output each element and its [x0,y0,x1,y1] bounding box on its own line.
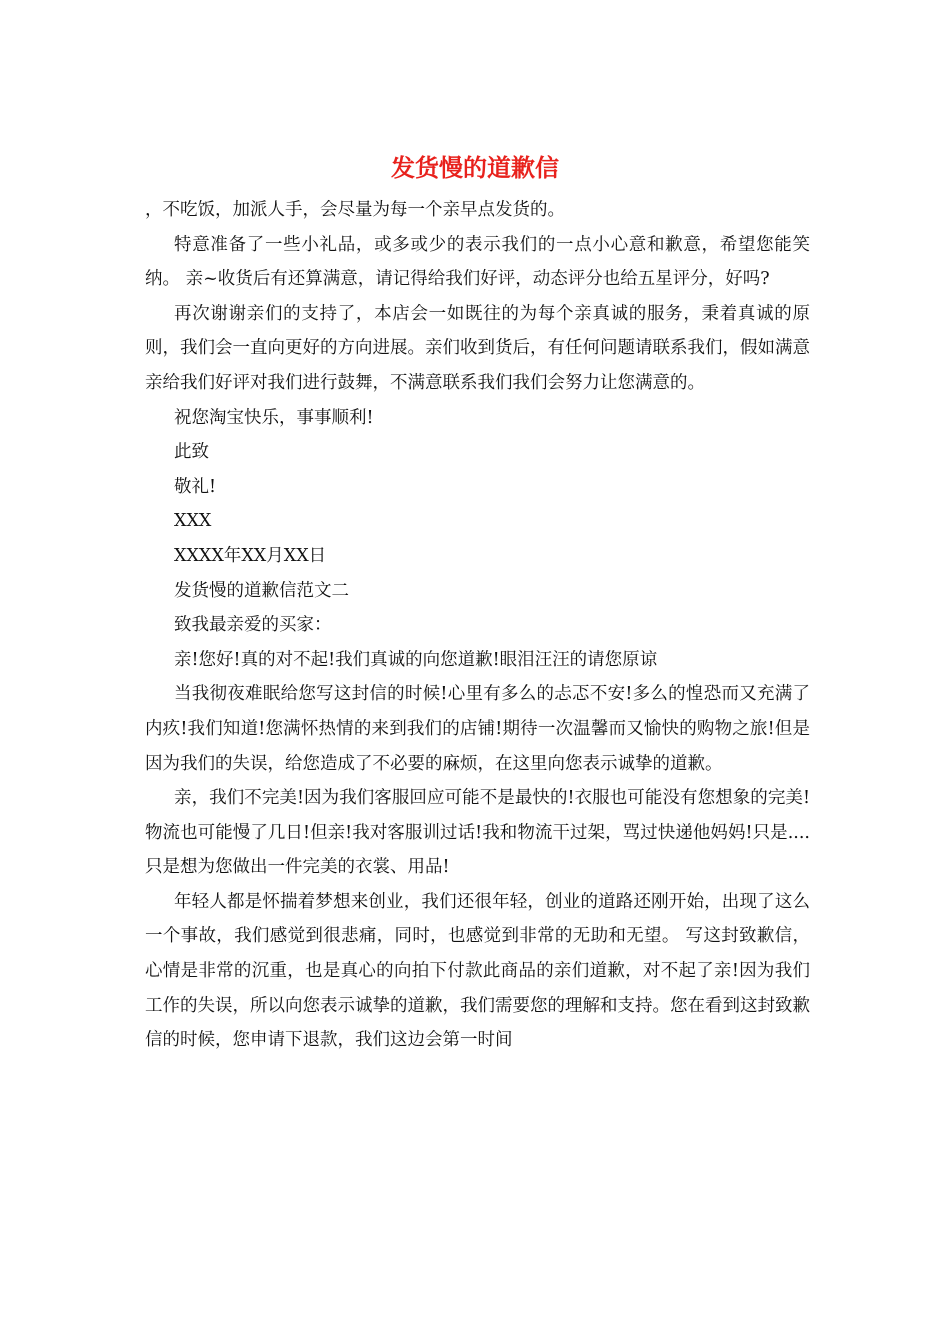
paragraph-young-entrepreneurs: 年轻人都是怀揣着梦想来创业，我们还很年轻，创业的道路还刚开始，出现了这么一个事故，我们感觉到很悲痛，同时，也感觉到非常的无助和无望。 写这封致歉信，心情是非常的沉重，也是真心的向拍下付款此商品的亲们道歉，对不起了亲!因为我们工作的失误，所以向您表示诚挚的道歉，我们需要您的理解和支持。您在看到这封致歉信的时候，您申请下退款，我们这边会第一时间 [145,891,810,1051]
paragraph-apology-opening: 亲!您好!真的对不起!我们真诚的向您道歉!眼泪汪汪的请您原谅 [174,649,658,670]
document-body [145,193,810,1058]
paragraph-sleepless: 当我彻夜难眠给您写这封信的时候!心里有多么的忐忑不安!多么的惶恐而又充满了内疚!我们知道!您满怀热情的来到我们的店铺!期待一次温馨而又愉快的购物之旅!但是因为我们的失误，给您造成了不必要的麻烦，在这里向您表示诚挚的道歉。 [145,684,810,774]
paragraph-gift: 特意准备了一些小礼品，或多或少的表示我们的一点小心意和歉意，希望您能笑纳。 亲~收货后有还算满意，请记得给我们好评，动态评分也给五星评分，好吗? [145,234,810,290]
document-title: 发货慢的道歉信 [391,154,559,182]
signature-name: XXX [174,511,212,532]
closing-regards: 敬礼! [174,476,217,497]
closing-wish: 祝您淘宝快乐，事事顺利! [174,407,374,428]
paragraph-continuation: ，不吃饭，加派人手，会尽量为每一个亲早点发货的。 [145,200,565,220]
paragraph-thanks: 再次谢谢亲们的支持了，本店会一如既往的为每个亲真诚的服务，秉着真诚的原则，我们会一直向更好的方向进展。亲们收到货后，有任何问题请联系我们，假如满意亲给我们好评对我们进行鼓舞，不满意联系我们我们会努力让您满意的。 [145,303,810,393]
greeting: 致我最亲爱的买家： [174,615,332,636]
section-heading-sample-two: 发货慢的道歉信范文二 [174,580,349,601]
paragraph-not-perfect: 亲，我们不完美!因为我们客服回应可能不是最快的!衣服也可能没有您想象的完美!物流也可能慢了几日!但亲!我对客服训过话!我和物流干过架，骂过快递他妈妈!只是....只是想为您做出一件完美的衣裳、用品! [145,788,810,878]
closing-salutation: 此致 [174,442,209,463]
signature-date: XXXX年XX月XX日 [174,545,327,566]
